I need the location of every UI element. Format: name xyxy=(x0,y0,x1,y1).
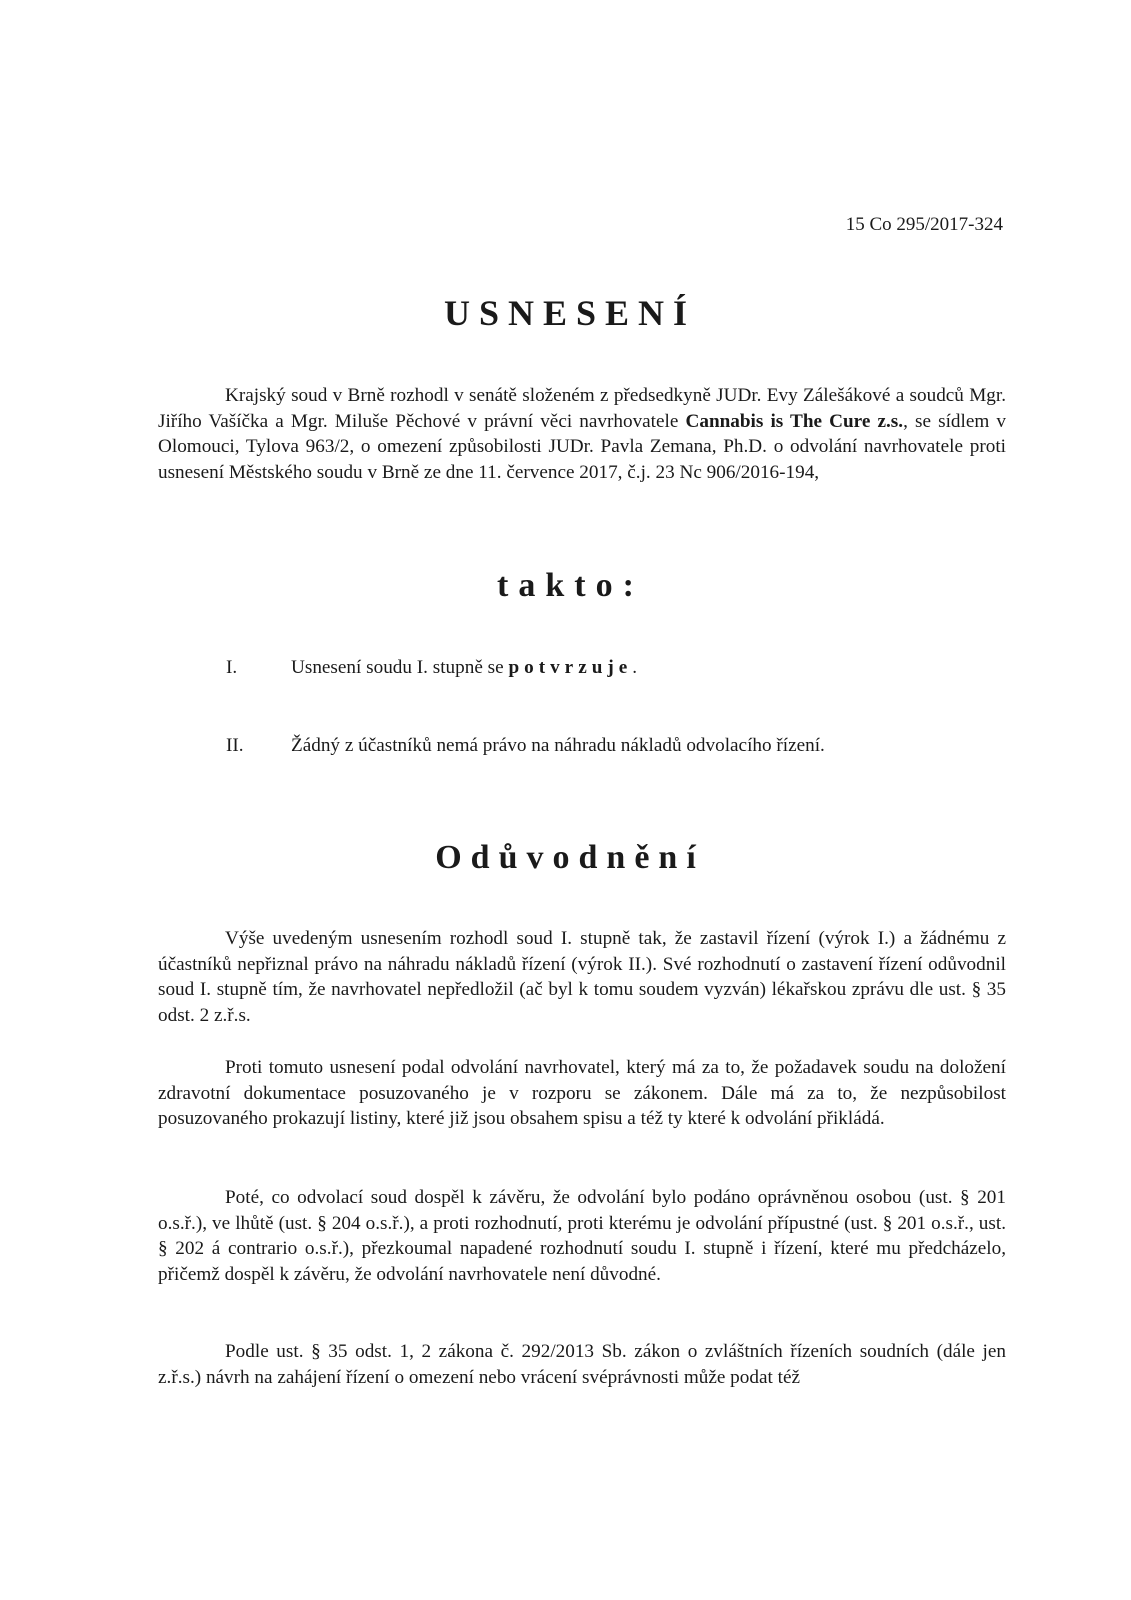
intro-text-end: , se sídlem v Olomouci, Tylova 963/2, o omezení způsobilosti JUDr. Pavla Zemana, Ph.D. o odvolání navrhovatele proti usnesení Městského soudu v Brně ze dne 11. července 2017, č.j. 23 Nc 906/2016-194, xyxy=(158,410,1006,483)
verdict-heading: takto: xyxy=(497,567,644,604)
verdict-text: Žádný z účastníků nemá právo na náhradu nákladů odvolacího řízení. xyxy=(291,735,825,756)
verdict-emphasis: potvrzuje xyxy=(508,657,633,678)
reasoning-paragraph-2: Proti tomuto usnesení podal odvolání navrhovatel, který má za to, že požadavek soudu na doložení zdravotní dokumentace posuzovaného je v rozporu se zákonem. Dále má za to, že nezpůsobilost posuzovaného prokazují listiny, které již jsou obsahem spisu a též ty které k odvolání přikládá. xyxy=(158,1057,1006,1130)
verdict-text-end: . xyxy=(632,657,638,678)
reasoning-paragraph-1: Výše uvedeným usnesením rozhodl soud I. stupně tak, že zastavil řízení (výrok I.) a žádnému z účastníků nepřiznal právo na náhradu nákladů řízení (výrok II.). Své rozhodnutí o zastavení řízení odůvodnil soud I. stupně tím, že navrhovatel nepředložil (ač byl k tomu soudem vyzván) lékařskou zprávu dle ust. § 35 odst. 2 z.ř.s. xyxy=(158,928,1006,1026)
reasoning-paragraph-4: Podle ust. § 35 odst. 1, 2 zákona č. 292/2013 Sb. zákon o zvláštních řízeních soudních (dále jen z.ř.s.) návrh na zahájení řízení o omezení nebo vrácení svéprávnosti může podat též xyxy=(158,1341,1006,1388)
reasoning-paragraph-3: Poté, co odvolací soud dospěl k závěru, že odvolání bylo podáno oprávněnou osobou (ust. § 201 o.s.ř.), ve lhůtě (ust. § 204 o.s.ř.), a proti rozhodnutí, proti kterému je odvolání přípustné (ust. § 201 o.s.ř., ust. § 202 á contrario o.s.ř.), přezkoumal napadené rozhodnutí soudu I. stupně i řízení, které mu předcházelo, přičemž dospěl k závěru, že odvolání navrhovatele není důvodné. xyxy=(158,1187,1006,1285)
intro-text-start: Krajský soud v Brně rozhodl v senátě složeném z předsedkyně JUDr. Evy Zálešákové a soudců Mgr. Jiřího Vašíčka a Mgr. Miluše Pěchové v právní věci navrhovatele xyxy=(158,385,1006,432)
case-number: 15 Co 295/2017-324 xyxy=(845,214,1003,235)
verdict-number: II. xyxy=(226,735,244,756)
document-title: USNESENÍ xyxy=(443,293,697,333)
verdict-text: Usnesení soudu I. stupně se xyxy=(291,657,509,678)
verdict-item-1 xyxy=(226,655,637,680)
intro-paragraph xyxy=(158,383,1006,485)
verdict-number: I. xyxy=(226,657,238,678)
reasoning-heading: Odůvodnění xyxy=(435,839,705,876)
applicant-name: Cannabis is The Cure z.s. xyxy=(685,410,904,432)
verdict-item-2 xyxy=(226,733,825,758)
